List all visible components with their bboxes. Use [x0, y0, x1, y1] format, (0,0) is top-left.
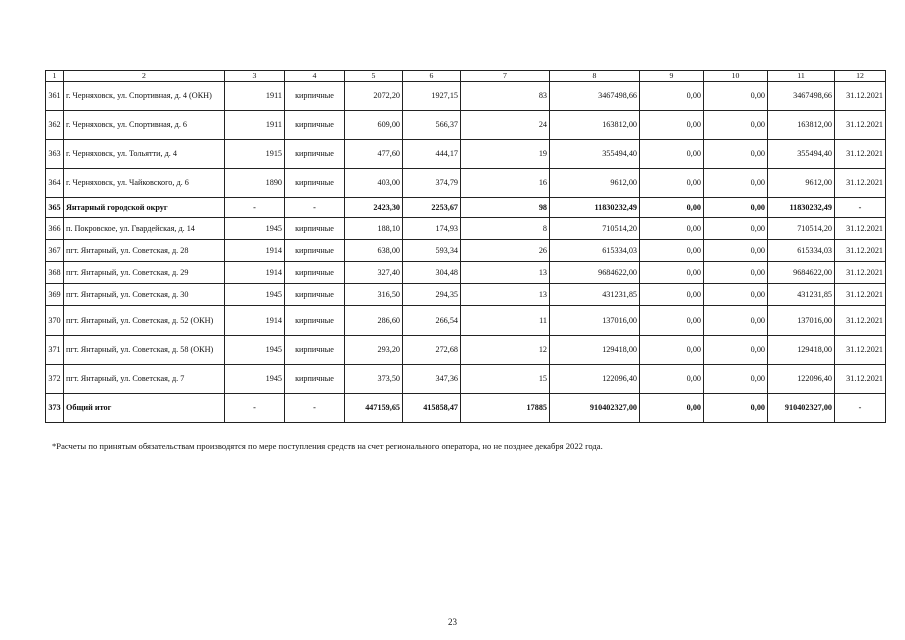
cell-6: 266,54 [403, 306, 461, 336]
cell-11: 11830232,49 [768, 198, 835, 218]
address: г. Черняховск, ул. Тольятти, д. 4 [64, 140, 225, 169]
cell-11: 9684622,00 [768, 262, 835, 284]
address: г. Черняховск, ул. Спортивная, д. 4 (ОКН) [64, 82, 225, 111]
cell-6: 444,17 [403, 140, 461, 169]
cell-8: 122096,40 [550, 365, 640, 394]
cell-12: 31.12.2021 [835, 140, 886, 169]
cell-5: 373,50 [345, 365, 403, 394]
cell-6: 347,36 [403, 365, 461, 394]
year-built: - [225, 394, 285, 423]
cell-8: 710514,20 [550, 218, 640, 240]
row-number: 371 [46, 336, 64, 365]
cell-5: 447159,65 [345, 394, 403, 423]
cell-5: 188,10 [345, 218, 403, 240]
cell-7: 24 [461, 111, 550, 140]
cell-9: 0,00 [640, 169, 704, 198]
cell-5: 286,60 [345, 306, 403, 336]
cell-11: 710514,20 [768, 218, 835, 240]
col-header: 10 [704, 71, 768, 82]
cell-11: 137016,00 [768, 306, 835, 336]
cell-12: 31.12.2021 [835, 82, 886, 111]
row-number: 363 [46, 140, 64, 169]
row-number: 372 [46, 365, 64, 394]
col-header: 9 [640, 71, 704, 82]
year-built: 1945 [225, 218, 285, 240]
col-header: 5 [345, 71, 403, 82]
year-built: 1914 [225, 240, 285, 262]
wall-material: кирпичные [285, 82, 345, 111]
address: п. Покровское, ул. Гвардейская, д. 14 [64, 218, 225, 240]
cell-12: 31.12.2021 [835, 218, 886, 240]
col-header: 7 [461, 71, 550, 82]
cell-9: 0,00 [640, 262, 704, 284]
housing-table [45, 70, 886, 423]
cell-10: 0,00 [704, 140, 768, 169]
cell-6: 174,93 [403, 218, 461, 240]
row-number: 361 [46, 82, 64, 111]
col-header: 11 [768, 71, 835, 82]
year-built: 1914 [225, 262, 285, 284]
table-row [46, 284, 886, 306]
table-row [46, 140, 886, 169]
cell-8: 129418,00 [550, 336, 640, 365]
grand-total-label: Общий итог [64, 394, 225, 423]
cell-9: 0,00 [640, 394, 704, 423]
cell-10: 0,00 [704, 394, 768, 423]
cell-7: 26 [461, 240, 550, 262]
cell-5: 477,60 [345, 140, 403, 169]
cell-11: 3467498,66 [768, 82, 835, 111]
cell-10: 0,00 [704, 240, 768, 262]
cell-5: 327,40 [345, 262, 403, 284]
cell-9: 0,00 [640, 111, 704, 140]
district-name: Янтарный городской округ [64, 198, 225, 218]
wall-material: - [285, 198, 345, 218]
col-header: 6 [403, 71, 461, 82]
cell-9: 0,00 [640, 140, 704, 169]
cell-7: 83 [461, 82, 550, 111]
subtotal-row [46, 198, 886, 218]
cell-7: 13 [461, 262, 550, 284]
cell-11: 431231,85 [768, 284, 835, 306]
cell-12: - [835, 394, 886, 423]
cell-7: 98 [461, 198, 550, 218]
cell-10: 0,00 [704, 262, 768, 284]
cell-10: 0,00 [704, 218, 768, 240]
table-row [46, 306, 886, 336]
table-row [46, 111, 886, 140]
col-header: 2 [64, 71, 225, 82]
cell-8: 9684622,00 [550, 262, 640, 284]
cell-10: 0,00 [704, 306, 768, 336]
cell-6: 566,37 [403, 111, 461, 140]
col-header: 4 [285, 71, 345, 82]
wall-material: кирпичные [285, 140, 345, 169]
year-built: 1890 [225, 169, 285, 198]
cell-8: 355494,40 [550, 140, 640, 169]
year-built: 1945 [225, 284, 285, 306]
address: г. Черняховск, ул. Спортивная, д. 6 [64, 111, 225, 140]
cell-9: 0,00 [640, 240, 704, 262]
year-built: 1911 [225, 82, 285, 111]
cell-9: 0,00 [640, 306, 704, 336]
cell-10: 0,00 [704, 82, 768, 111]
address: пгт. Янтарный, ул. Советская, д. 29 [64, 262, 225, 284]
cell-7: 19 [461, 140, 550, 169]
cell-11: 355494,40 [768, 140, 835, 169]
cell-8: 3467498,66 [550, 82, 640, 111]
cell-7: 8 [461, 218, 550, 240]
grand-total-row [46, 394, 886, 423]
cell-9: 0,00 [640, 336, 704, 365]
cell-11: 910402327,00 [768, 394, 835, 423]
row-number: 366 [46, 218, 64, 240]
wall-material: кирпичные [285, 284, 345, 306]
cell-10: 0,00 [704, 111, 768, 140]
wall-material: кирпичные [285, 218, 345, 240]
row-number: 370 [46, 306, 64, 336]
cell-7: 12 [461, 336, 550, 365]
address: г. Черняховск, ул. Чайковского, д. 6 [64, 169, 225, 198]
cell-6: 374,79 [403, 169, 461, 198]
cell-12: 31.12.2021 [835, 365, 886, 394]
cell-12: 31.12.2021 [835, 284, 886, 306]
table-row [46, 82, 886, 111]
address: пгт. Янтарный, ул. Советская, д. 30 [64, 284, 225, 306]
year-built: 1911 [225, 111, 285, 140]
cell-7: 16 [461, 169, 550, 198]
cell-12: 31.12.2021 [835, 111, 886, 140]
cell-5: 316,50 [345, 284, 403, 306]
cell-8: 431231,85 [550, 284, 640, 306]
row-number: 364 [46, 169, 64, 198]
cell-6: 272,68 [403, 336, 461, 365]
row-number: 362 [46, 111, 64, 140]
row-number: 365 [46, 198, 64, 218]
cell-5: 2072,20 [345, 82, 403, 111]
wall-material: кирпичные [285, 306, 345, 336]
address: пгт. Янтарный, ул. Советская, д. 58 (ОКН) [64, 336, 225, 365]
page-number: 23 [448, 617, 457, 627]
cell-6: 1927,15 [403, 82, 461, 111]
wall-material: кирпичные [285, 336, 345, 365]
cell-5: 609,00 [345, 111, 403, 140]
cell-6: 294,35 [403, 284, 461, 306]
wall-material: кирпичные [285, 365, 345, 394]
cell-11: 122096,40 [768, 365, 835, 394]
cell-9: 0,00 [640, 218, 704, 240]
cell-6: 2253,67 [403, 198, 461, 218]
cell-7: 13 [461, 284, 550, 306]
col-header: 12 [835, 71, 886, 82]
year-built: 1945 [225, 336, 285, 365]
row-number: 368 [46, 262, 64, 284]
year-built: 1945 [225, 365, 285, 394]
col-header: 3 [225, 71, 285, 82]
table-row [46, 218, 886, 240]
wall-material: кирпичные [285, 240, 345, 262]
cell-8: 9612,00 [550, 169, 640, 198]
table-row [46, 336, 886, 365]
address: пгт. Янтарный, ул. Советская, д. 7 [64, 365, 225, 394]
row-number: 373 [46, 394, 64, 423]
year-built: 1915 [225, 140, 285, 169]
table-row [46, 169, 886, 198]
row-number: 367 [46, 240, 64, 262]
table-row [46, 262, 886, 284]
cell-8: 910402327,00 [550, 394, 640, 423]
cell-12: 31.12.2021 [835, 169, 886, 198]
cell-10: 0,00 [704, 169, 768, 198]
wall-material: кирпичные [285, 262, 345, 284]
cell-9: 0,00 [640, 365, 704, 394]
footnote: *Расчеты по принятым обязательствам производятся по мере поступления средств на счет регионального оператора, но не позднее декабря 2022 года. [52, 441, 603, 451]
table-row [46, 240, 886, 262]
column-number-row [46, 71, 886, 82]
cell-11: 129418,00 [768, 336, 835, 365]
cell-12: 31.12.2021 [835, 240, 886, 262]
cell-5: 403,00 [345, 169, 403, 198]
cell-6: 415858,47 [403, 394, 461, 423]
row-number: 369 [46, 284, 64, 306]
address: пгт. Янтарный, ул. Советская, д. 52 (ОКН) [64, 306, 225, 336]
cell-7: 15 [461, 365, 550, 394]
cell-8: 11830232,49 [550, 198, 640, 218]
cell-5: 638,00 [345, 240, 403, 262]
cell-6: 304,48 [403, 262, 461, 284]
cell-9: 0,00 [640, 198, 704, 218]
cell-10: 0,00 [704, 198, 768, 218]
cell-10: 0,00 [704, 365, 768, 394]
cell-7: 11 [461, 306, 550, 336]
cell-8: 163812,00 [550, 111, 640, 140]
cell-10: 0,00 [704, 284, 768, 306]
wall-material: кирпичные [285, 111, 345, 140]
cell-11: 9612,00 [768, 169, 835, 198]
col-header: 1 [46, 71, 64, 82]
year-built: 1914 [225, 306, 285, 336]
cell-9: 0,00 [640, 82, 704, 111]
cell-5: 2423,30 [345, 198, 403, 218]
cell-10: 0,00 [704, 336, 768, 365]
cell-12: 31.12.2021 [835, 336, 886, 365]
wall-material: - [285, 394, 345, 423]
cell-6: 593,34 [403, 240, 461, 262]
cell-12: 31.12.2021 [835, 306, 886, 336]
cell-5: 293,20 [345, 336, 403, 365]
year-built: - [225, 198, 285, 218]
cell-9: 0,00 [640, 284, 704, 306]
cell-12: - [835, 198, 886, 218]
cell-12: 31.12.2021 [835, 262, 886, 284]
wall-material: кирпичные [285, 169, 345, 198]
cell-7: 17885 [461, 394, 550, 423]
cell-11: 163812,00 [768, 111, 835, 140]
address: пгт. Янтарный, ул. Советская, д. 28 [64, 240, 225, 262]
cell-8: 137016,00 [550, 306, 640, 336]
table-row [46, 365, 886, 394]
cell-11: 615334,03 [768, 240, 835, 262]
col-header: 8 [550, 71, 640, 82]
cell-8: 615334,03 [550, 240, 640, 262]
